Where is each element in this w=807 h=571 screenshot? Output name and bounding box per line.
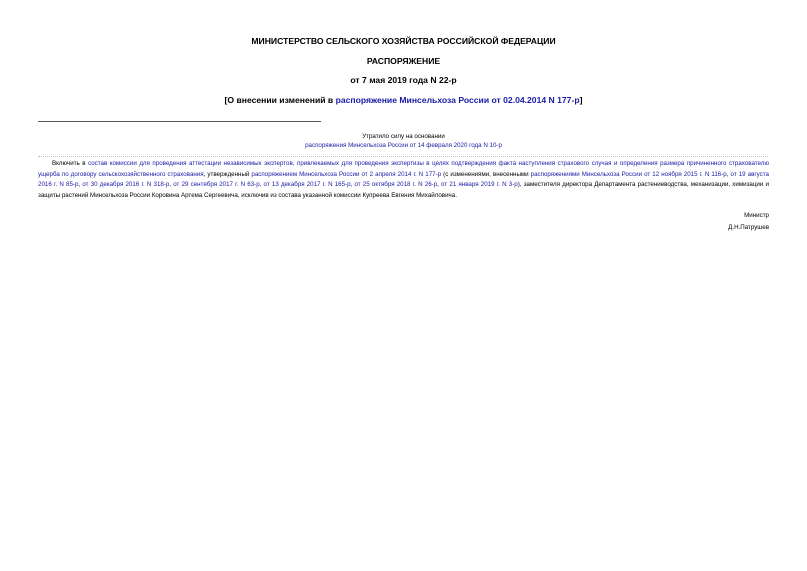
order-63-link[interactable]: от 29 сентября 2017 г. N 63-р xyxy=(173,181,260,188)
lost-force-note: Утратило силу на основании xyxy=(362,133,445,140)
commission-composition-link[interactable]: состав комиссии для проведения аттестации независимых экспертов, привлекаемых для проведения экспертизы в целях подтверждения факта наступления страхового случая и определения размера причиненного страхователю ущерба по договору сельскохозяйственного страхования xyxy=(38,160,770,178)
body-text: (с изменениями, внесенными xyxy=(441,170,531,178)
body-text: , xyxy=(437,181,442,188)
body-text: , утвержденный xyxy=(203,170,252,178)
body-text: , xyxy=(169,181,174,188)
ministry-name: МИНИСТЕРСТВО СЕЛЬСКОГО ХОЗЯЙСТВА РОССИЙСКОЙ ФЕДЕРАЦИИ xyxy=(251,36,556,46)
body-text: , xyxy=(350,181,355,188)
document-title-close: ] xyxy=(579,95,583,105)
body-text: , xyxy=(259,181,264,188)
amended-order-link[interactable]: распоряжение Минсельхоза России от 02.04.2014 N 177-р xyxy=(335,95,580,105)
document-title-open: [О внесении изменений в xyxy=(224,95,336,105)
document-type: РАСПОРЯЖЕНИЕ xyxy=(366,56,441,66)
body-text: , xyxy=(726,170,731,178)
order-116-link[interactable]: распоряжениями Минсельхоза России от 12 ноября 2015 г. N 116-р xyxy=(530,170,727,178)
signer-title: Министр xyxy=(744,212,769,219)
body-paragraph xyxy=(38,159,769,201)
signer-name: Д.Н.Патрушев xyxy=(728,224,769,231)
order-177-link[interactable]: распоряжением Минсельхоза России от 2 апреля 2014 г. N 177-р xyxy=(251,170,442,178)
order-165-link[interactable]: от 13 декабря 2017 г. N 165-р xyxy=(263,181,351,188)
header-divider xyxy=(38,121,321,122)
order-318-link[interactable]: от 30 декабря 2016 г. N 318-р xyxy=(82,181,170,188)
document-title xyxy=(0,95,807,106)
order-85-link[interactable]: от 19 августа 2016 г. N 85-р xyxy=(38,170,769,188)
order-26-link[interactable]: от 25 октября 2018 г. N 26-р xyxy=(354,181,438,188)
repealing-order-link[interactable]: распоряжения Минсельхоза России от 14 февраля 2020 года N 10-р xyxy=(305,142,502,149)
body-text: ), заместителя директора Департамента растениеводства, механизации, химизации и защиты растений Минсельхоза России Коровина Артема Сергеевича, исключив из состава указанной комиссии Купреева Евгения Михайловича. xyxy=(38,181,769,199)
order-3-link[interactable]: от 21 января 2019 г. N 3-р xyxy=(441,181,518,188)
note-divider xyxy=(38,156,768,157)
body-text: , xyxy=(78,181,83,188)
document-date: от 7 мая 2019 года N 22-р xyxy=(350,75,457,85)
body-text: Включить в xyxy=(52,160,89,167)
